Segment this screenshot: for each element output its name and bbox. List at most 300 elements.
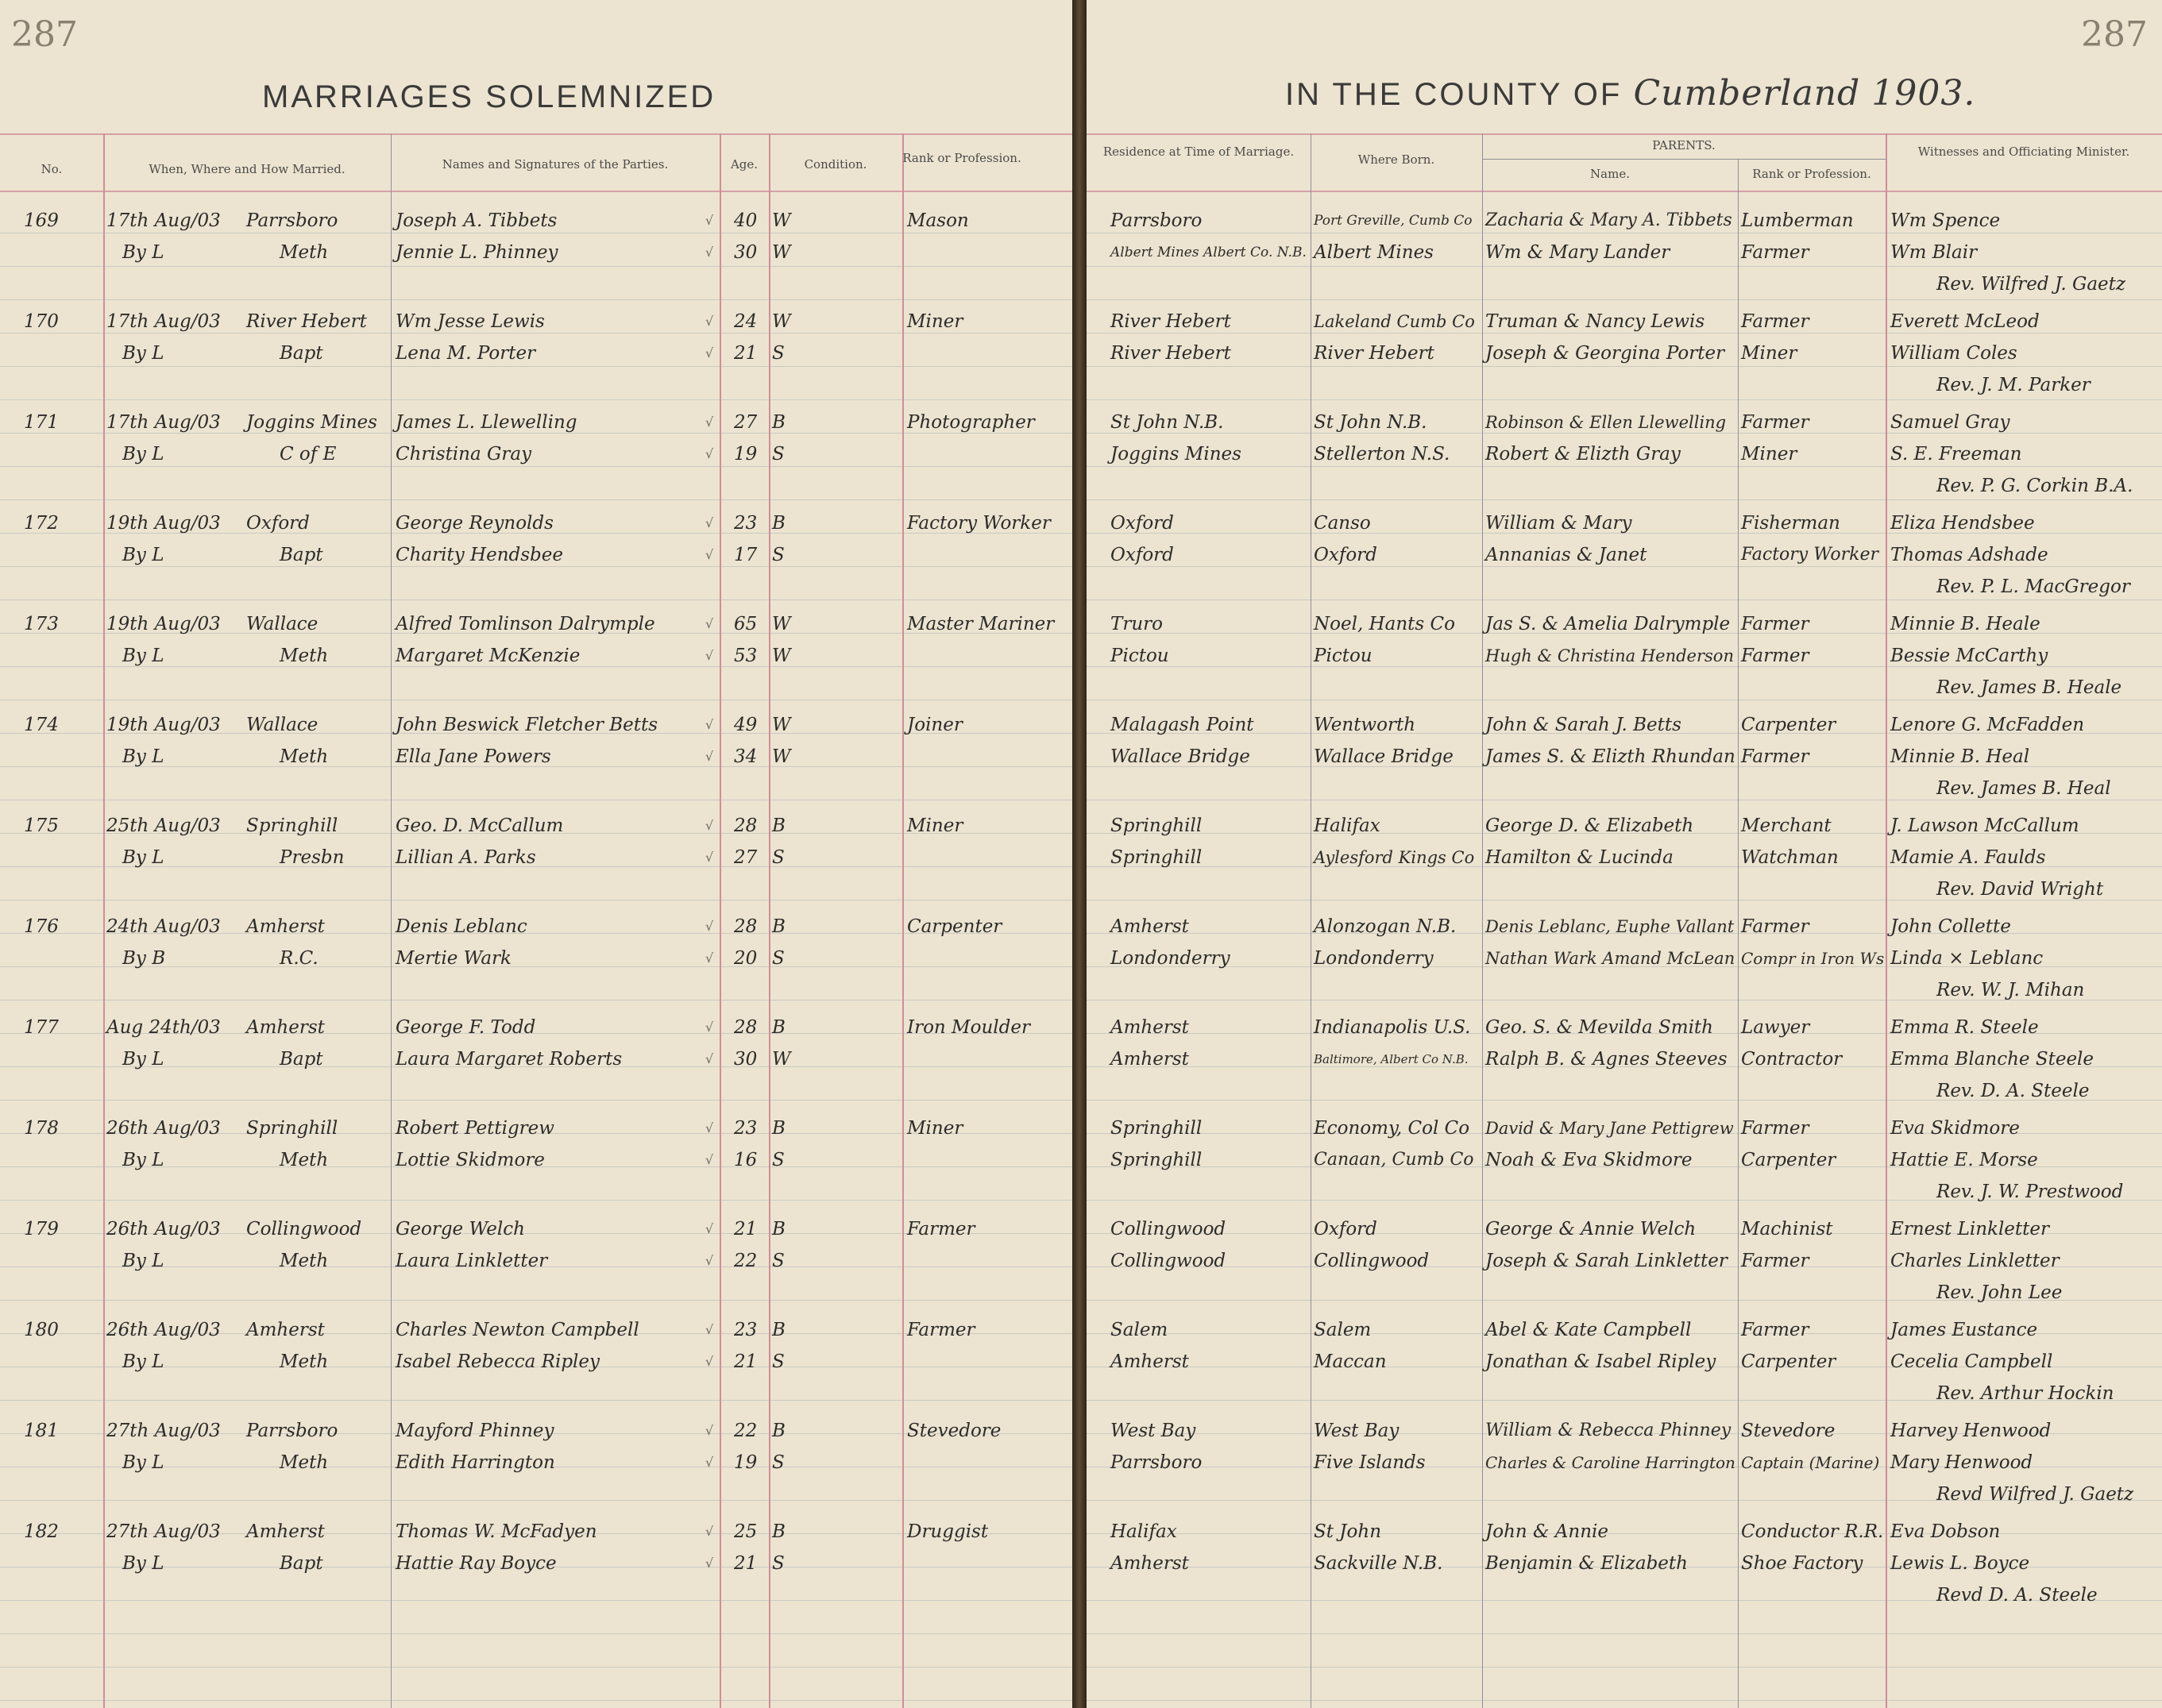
col-rank-header: Rank or Profession. — [902, 151, 1021, 165]
witness-1: Harvey Henwood — [1890, 1421, 2052, 1441]
groom-parents: Abel & Kate Campbell — [1485, 1320, 1692, 1340]
witness-1: Ernest Linkletter — [1890, 1219, 2050, 1240]
groom-condition: W — [772, 311, 791, 332]
bride-residence: Oxford — [1110, 545, 1174, 565]
bride-residence: Amherst — [1110, 1049, 1189, 1070]
officiating-minister: Rev. David Wright — [1936, 879, 2104, 900]
marriage-place: Wallace — [246, 715, 319, 735]
groom-profession: Master Mariner — [907, 614, 1055, 634]
bride-name: Hattie Ray Boyce — [396, 1553, 557, 1574]
check-mark: √ — [705, 850, 714, 865]
witness-1: Wm Spence — [1890, 210, 2001, 231]
bride-parents-rank: Factory Worker — [1741, 545, 1878, 565]
license-type: By L — [122, 1150, 164, 1170]
groom-age: 65 — [734, 614, 758, 634]
groom-residence: Springhill — [1110, 815, 1203, 836]
bride-condition: S — [772, 444, 785, 465]
check-mark: √ — [705, 345, 714, 360]
license-type: By L — [122, 545, 164, 565]
col-residence-header: Residence at Time of Marriage. — [1102, 145, 1295, 159]
check-mark: √ — [705, 515, 714, 530]
witness-2: Hattie E. Morse — [1890, 1150, 2038, 1170]
check-mark: √ — [705, 1556, 714, 1571]
groom-birthplace: Wentworth — [1314, 715, 1416, 735]
bride-birthplace: Maccan — [1314, 1351, 1387, 1372]
license-type: By L — [122, 1251, 164, 1271]
marriage-date: 26th Aug/03 — [106, 1320, 221, 1340]
groom-parents: William & Mary — [1485, 513, 1632, 534]
bride-age: 17 — [734, 545, 758, 565]
groom-birthplace: Lakeland Cumb Co — [1314, 312, 1475, 331]
bride-age: 20 — [734, 948, 758, 969]
bride-name: Charity Hendsbee — [396, 545, 563, 565]
witness-2: Charles Linkletter — [1890, 1251, 2060, 1271]
groom-profession: Miner — [907, 1118, 963, 1139]
bride-birthplace: Oxford — [1314, 545, 1377, 565]
bride-parents: Hamilton & Lucinda — [1485, 847, 1674, 868]
bride-parents-rank: Farmer — [1741, 646, 1809, 666]
check-mark: √ — [705, 1120, 714, 1135]
witness-2: Emma Blanche Steele — [1890, 1049, 2094, 1070]
bride-parents: Ralph B. & Agnes Steeves — [1485, 1049, 1728, 1070]
bride-parents: Annanias & Janet — [1485, 545, 1647, 565]
entry-number: 174 — [24, 715, 59, 735]
groom-name: George F. Todd — [396, 1017, 536, 1038]
check-mark: √ — [705, 1253, 714, 1268]
bride-condition: S — [772, 847, 785, 868]
groom-residence: River Hebert — [1110, 311, 1231, 332]
license-type: By L — [122, 242, 164, 263]
bride-name: Christina Gray — [396, 444, 532, 465]
groom-residence: Parrsboro — [1110, 210, 1203, 231]
groom-parents-rank: Farmer — [1741, 916, 1809, 937]
entry-number: 177 — [24, 1017, 59, 1038]
groom-residence: St John N.B. — [1110, 412, 1224, 433]
groom-condition: W — [772, 210, 791, 231]
groom-name: John Beswick Fletcher Betts — [396, 715, 658, 735]
groom-birthplace: Alonzogan N.B. — [1314, 916, 1457, 937]
groom-birthplace: Canso — [1314, 513, 1371, 534]
title-county: Cumberland — [1633, 73, 1861, 114]
entry-number: 182 — [24, 1521, 59, 1542]
bride-parents: Robert & Elizth Gray — [1485, 444, 1681, 465]
groom-parents: Zacharia & Mary A. Tibbets — [1485, 210, 1732, 230]
marriage-place: Parrsboro — [246, 210, 338, 231]
witness-2: William Coles — [1890, 343, 2017, 364]
groom-birthplace: St John N.B. — [1314, 412, 1427, 433]
groom-parents: David & Mary Jane Pettigrew — [1485, 1119, 1734, 1138]
groom-parents: Truman & Nancy Lewis — [1485, 311, 1705, 332]
groom-parents-rank: Lawyer — [1741, 1017, 1810, 1038]
groom-residence: West Bay — [1110, 1421, 1196, 1441]
bride-parents-rank: Farmer — [1741, 242, 1809, 263]
bride-parents-rank: Contractor — [1741, 1049, 1843, 1070]
marriage-place: Oxford — [246, 513, 310, 534]
witness-1: Minnie B. Heale — [1890, 614, 2040, 634]
groom-parents: Jas S. & Amelia Dalrymple — [1485, 614, 1731, 634]
bride-name: Margaret McKenzie — [396, 646, 581, 666]
groom-condition: B — [772, 513, 786, 534]
groom-name: Geo. D. McCallum — [396, 815, 564, 836]
bride-residence: Londonderry — [1110, 948, 1230, 969]
bride-age: 30 — [734, 1049, 758, 1070]
witness-1: Eliza Hendsbee — [1890, 513, 2035, 534]
marriage-date: 17th Aug/03 — [106, 210, 221, 231]
marriage-place: River Hebert — [246, 311, 367, 332]
marriage-place: Springhill — [246, 1118, 338, 1139]
marriage-place: Springhill — [246, 815, 338, 836]
groom-name: Charles Newton Campbell — [396, 1320, 639, 1340]
groom-parents-rank: Farmer — [1741, 614, 1809, 634]
officiating-minister: Rev. James B. Heale — [1936, 677, 2122, 698]
officiating-minister: Rev. D. A. Steele — [1936, 1081, 2090, 1101]
marriage-place: Amherst — [246, 916, 325, 937]
officiating-minister: Rev. J. W. Prestwood — [1936, 1182, 2124, 1202]
col-parents-rank-header: Rank or Profession. — [1752, 167, 1871, 181]
witness-2: Minnie B. Heal — [1890, 746, 2030, 767]
license-type: By L — [122, 1452, 164, 1473]
bride-age: 34 — [734, 746, 758, 767]
entry-number: 170 — [24, 311, 59, 332]
groom-profession: Miner — [907, 311, 963, 332]
marriage-place: Amherst — [246, 1017, 325, 1038]
col-parents-name-header: Name. — [1590, 167, 1630, 181]
witness-1: Samuel Gray — [1890, 412, 2010, 433]
groom-birthplace: Port Greville, Cumb Co — [1314, 213, 1473, 229]
bride-birthplace: Stellerton N.S. — [1314, 444, 1450, 465]
right-page — [1087, 0, 2162, 1708]
check-mark: √ — [705, 1423, 714, 1438]
bride-parents-rank: Captain (Marine) — [1741, 1453, 1880, 1472]
groom-residence: Amherst — [1110, 916, 1189, 937]
col-names-header: Names and Signatures of the Parties. — [442, 157, 669, 172]
bride-parents: Wm & Mary Lander — [1485, 242, 1670, 263]
groom-residence: Salem — [1110, 1320, 1168, 1340]
officiating-minister: Revd D. A. Steele — [1936, 1585, 2098, 1606]
col-condition-header: Condition. — [804, 157, 867, 172]
left-page-title: MARRIAGES SOLEMNIZED — [262, 79, 716, 114]
check-mark: √ — [705, 1354, 714, 1369]
bride-parents: Jonathan & Isabel Ripley — [1485, 1351, 1716, 1372]
bride-birthplace: Londonderry — [1314, 948, 1434, 969]
bride-residence: Parrsboro — [1110, 1452, 1203, 1473]
groom-profession: Mason — [907, 210, 969, 231]
bride-parents: Noah & Eva Skidmore — [1485, 1150, 1693, 1170]
marriage-date: 17th Aug/03 — [106, 412, 221, 433]
groom-profession: Carpenter — [907, 916, 1002, 937]
marriage-place: Wallace — [246, 614, 319, 634]
groom-condition: B — [772, 1320, 786, 1340]
groom-age: 28 — [734, 815, 758, 836]
groom-name: Denis Leblanc — [396, 916, 527, 937]
marriage-date: 27th Aug/03 — [106, 1521, 221, 1542]
check-mark: √ — [705, 245, 714, 260]
bride-age: 53 — [734, 646, 758, 666]
denomination: Bapt — [280, 545, 323, 565]
bride-residence: River Hebert — [1110, 343, 1231, 364]
witness-1: John Collette — [1890, 916, 2011, 937]
license-type: By B — [122, 948, 166, 969]
entry-number: 172 — [24, 513, 59, 534]
denomination: Meth — [280, 1150, 329, 1170]
denomination: Meth — [280, 1251, 329, 1271]
entry-number: 173 — [24, 614, 59, 634]
bride-name: Ella Jane Powers — [396, 746, 551, 767]
check-mark: √ — [705, 1322, 714, 1337]
bride-name: Isabel Rebecca Ripley — [396, 1351, 600, 1372]
bride-name: Jennie L. Phinney — [396, 242, 558, 263]
groom-age: 23 — [734, 1118, 758, 1139]
witness-2: Linda × Leblanc — [1890, 948, 2044, 969]
denomination: R.C. — [280, 948, 319, 969]
bride-condition: S — [772, 1251, 785, 1271]
entry-number: 176 — [24, 916, 59, 937]
bride-parents: Hugh & Christina Henderson — [1485, 646, 1734, 665]
bride-age: 21 — [734, 1553, 758, 1574]
license-type: By L — [122, 444, 164, 465]
marriage-date: 27th Aug/03 — [106, 1421, 221, 1441]
groom-profession: Miner — [907, 815, 963, 836]
groom-age: 27 — [734, 412, 758, 433]
entry-number: 180 — [24, 1320, 59, 1340]
bride-condition: W — [772, 746, 791, 767]
groom-condition: B — [772, 1017, 786, 1038]
left-page-number: 287 — [11, 14, 78, 55]
bride-name: Laura Linkletter — [396, 1251, 548, 1271]
denomination: Meth — [280, 1452, 329, 1473]
marriage-place: Joggins Mines — [246, 412, 377, 433]
witness-2: S. E. Freeman — [1890, 444, 2022, 465]
witness-1: Emma R. Steele — [1890, 1017, 2039, 1038]
groom-condition: B — [772, 916, 786, 937]
check-mark: √ — [705, 414, 714, 430]
license-type: By L — [122, 646, 164, 666]
bride-residence: Wallace Bridge — [1110, 746, 1250, 767]
check-mark: √ — [705, 314, 714, 329]
groom-profession: Stevedore — [907, 1421, 1002, 1441]
bride-parents: Joseph & Sarah Linkletter — [1485, 1251, 1728, 1271]
denomination: Meth — [280, 746, 329, 767]
groom-name: George Reynolds — [396, 513, 554, 534]
check-mark: √ — [705, 1524, 714, 1539]
bride-parents-rank: Carpenter — [1741, 1150, 1836, 1170]
title-print: IN THE COUNTY OF — [1285, 77, 1623, 112]
bride-age: 30 — [734, 242, 758, 263]
bride-residence: Joggins Mines — [1110, 444, 1241, 465]
marriage-date: 17th Aug/03 — [106, 311, 221, 332]
bride-name: Lillian A. Parks — [396, 847, 536, 868]
bride-condition: W — [772, 242, 791, 263]
bride-parents-rank: Farmer — [1741, 1251, 1809, 1271]
groom-residence: Collingwood — [1110, 1219, 1226, 1240]
check-mark: √ — [705, 818, 714, 833]
groom-age: 40 — [734, 210, 758, 231]
groom-parents: George & Annie Welch — [1485, 1219, 1697, 1240]
bride-condition: W — [772, 646, 791, 666]
groom-age: 25 — [734, 1521, 758, 1542]
groom-parents: Denis Leblanc, Euphe Vallant — [1485, 917, 1735, 936]
groom-birthplace: Economy, Col Co — [1314, 1118, 1470, 1139]
groom-profession: Farmer — [907, 1320, 975, 1340]
bride-parents-rank: Farmer — [1741, 746, 1809, 767]
officiating-minister: Rev. Arthur Hockin — [1936, 1383, 2114, 1404]
bride-birthplace: Wallace Bridge — [1314, 746, 1454, 767]
groom-condition: B — [772, 1421, 786, 1441]
bride-parents: Joseph & Georgina Porter — [1485, 343, 1725, 364]
witness-1: Everett McLeod — [1890, 311, 2040, 332]
groom-condition: W — [772, 614, 791, 634]
groom-parents-rank: Conductor R.R. — [1741, 1521, 1884, 1542]
bride-birthplace: Collingwood — [1314, 1251, 1430, 1271]
groom-profession: Photographer — [907, 412, 1035, 433]
groom-parents: Geo. S. & Mevilda Smith — [1485, 1017, 1713, 1038]
bride-parents-rank: Compr in Iron Ws — [1741, 949, 1885, 968]
entry-number: 171 — [24, 412, 59, 433]
bride-birthplace: Canaan, Cumb Co — [1314, 1150, 1474, 1170]
marriage-date: 24th Aug/03 — [106, 916, 221, 937]
groom-age: 22 — [734, 1421, 758, 1441]
groom-residence: Malagash Point — [1110, 715, 1254, 735]
groom-birthplace: Noel, Hants Co — [1314, 614, 1455, 634]
groom-parents-rank: Farmer — [1741, 1320, 1809, 1340]
groom-name: James L. Llewelling — [396, 412, 577, 433]
bride-parents-rank: Miner — [1741, 444, 1797, 465]
groom-profession: Druggist — [907, 1521, 989, 1542]
bride-parents: James S. & Elizth Rhundan — [1485, 746, 1735, 767]
groom-parents: William & Rebecca Phinney — [1485, 1421, 1732, 1440]
groom-parents-rank: Farmer — [1741, 412, 1809, 433]
marriage-date: Aug 24th/03 — [106, 1017, 221, 1038]
check-mark: √ — [705, 919, 714, 934]
bride-age: 21 — [734, 343, 758, 364]
groom-condition: B — [772, 815, 786, 836]
bride-birthplace: Albert Mines — [1314, 242, 1434, 263]
denomination: Presbn — [280, 847, 345, 868]
col-witnesses-header: Witnesses and Officiating Minister. — [1917, 145, 2130, 159]
marriage-date: 25th Aug/03 — [106, 815, 221, 836]
title-year: 1903. — [1871, 73, 1976, 114]
entry-number: 169 — [24, 210, 59, 231]
denomination: C of E — [280, 444, 337, 465]
witness-2: Wm Blair — [1890, 242, 1978, 263]
groom-name: Wm Jesse Lewis — [396, 311, 545, 332]
groom-profession: Iron Moulder — [907, 1017, 1030, 1038]
bride-condition: S — [772, 948, 785, 969]
entry-number: 175 — [24, 815, 59, 836]
groom-residence: Halifax — [1110, 1521, 1177, 1542]
bride-age: 16 — [734, 1150, 758, 1170]
entry-number: 178 — [24, 1118, 59, 1139]
license-type: By L — [122, 847, 164, 868]
officiating-minister: Rev. John Lee — [1936, 1282, 2063, 1303]
book-gutter — [1072, 0, 1087, 1708]
witness-2: Cecelia Campbell — [1890, 1351, 2053, 1372]
bride-condition: S — [772, 1452, 785, 1473]
col-when-where-header: When, Where and How Married. — [149, 162, 346, 176]
denomination: Meth — [280, 1351, 329, 1372]
marriage-date: 26th Aug/03 — [106, 1118, 221, 1139]
groom-condition: B — [772, 1219, 786, 1240]
groom-name: Alfred Tomlinson Dalrymple — [396, 614, 655, 634]
groom-parents-rank: Stevedore — [1741, 1421, 1836, 1441]
groom-residence: Amherst — [1110, 1017, 1189, 1038]
bride-birthplace: Baltimore, Albert Co N.B. — [1314, 1052, 1469, 1066]
bride-parents: Nathan Wark Amand McLean — [1485, 949, 1735, 968]
check-mark: √ — [705, 950, 714, 966]
witness-2: Mary Henwood — [1890, 1452, 2033, 1473]
denomination: Meth — [280, 242, 329, 263]
bride-parents: Benjamin & Elizabeth — [1485, 1553, 1688, 1574]
check-mark: √ — [705, 1221, 714, 1236]
bride-name: Edith Harrington — [396, 1452, 555, 1473]
license-type: By L — [122, 1553, 164, 1574]
groom-condition: W — [772, 715, 791, 735]
witness-1: Eva Dobson — [1890, 1521, 2001, 1542]
witness-2: Mamie A. Faulds — [1890, 847, 2046, 868]
right-page-title — [1285, 73, 1975, 114]
groom-name: George Welch — [396, 1219, 525, 1240]
groom-age: 28 — [734, 916, 758, 937]
check-mark: √ — [705, 616, 714, 631]
groom-name: Robert Pettigrew — [396, 1118, 554, 1139]
bride-age: 27 — [734, 847, 758, 868]
check-mark: √ — [705, 717, 714, 732]
groom-parents-rank: Lumberman — [1741, 210, 1854, 231]
witness-2: Lewis L. Boyce — [1890, 1553, 2030, 1574]
bride-age: 21 — [734, 1351, 758, 1372]
marriage-place: Collingwood — [246, 1219, 362, 1240]
groom-profession: Factory Worker — [907, 513, 1051, 534]
denomination: Meth — [280, 646, 329, 666]
bride-condition: S — [772, 343, 785, 364]
witness-2: Thomas Adshade — [1890, 545, 2048, 565]
bride-parents: Charles & Caroline Harrington — [1485, 1453, 1735, 1472]
check-mark: √ — [705, 1455, 714, 1470]
groom-residence: Oxford — [1110, 513, 1174, 534]
witness-2: Bessie McCarthy — [1890, 646, 2048, 666]
bride-residence: Amherst — [1110, 1351, 1189, 1372]
groom-residence: Truro — [1110, 614, 1163, 634]
license-type: By L — [122, 746, 164, 767]
marriage-place: Amherst — [246, 1320, 325, 1340]
officiating-minister: Rev. P. L. MacGregor — [1936, 576, 2130, 597]
bride-age: 22 — [734, 1251, 758, 1271]
groom-parents-rank: Merchant — [1741, 815, 1832, 836]
check-mark: √ — [705, 749, 714, 764]
marriage-date: 26th Aug/03 — [106, 1219, 221, 1240]
check-mark: √ — [705, 1051, 714, 1066]
groom-age: 21 — [734, 1219, 758, 1240]
check-mark: √ — [705, 648, 714, 663]
bride-parents-rank: Shoe Factory — [1741, 1553, 1863, 1574]
groom-condition: B — [772, 1118, 786, 1139]
officiating-minister: Rev. P. G. Corkin B.A. — [1936, 476, 2133, 496]
bride-condition: S — [772, 1351, 785, 1372]
bride-birthplace: Pictou — [1314, 646, 1372, 666]
bride-residence: Amherst — [1110, 1553, 1189, 1574]
groom-condition: B — [772, 1521, 786, 1542]
groom-profession: Joiner — [907, 715, 963, 735]
bride-residence: Springhill — [1110, 1150, 1203, 1170]
bride-birthplace: Five Islands — [1314, 1452, 1426, 1473]
parents-header: PARENTS. — [1652, 138, 1716, 152]
marriage-date: 19th Aug/03 — [106, 513, 221, 534]
bride-age: 19 — [734, 444, 758, 465]
bride-parents-rank: Miner — [1741, 343, 1797, 364]
witness-1: James Eustance — [1890, 1320, 2038, 1340]
groom-name: Mayford Phinney — [396, 1421, 554, 1441]
groom-age: 49 — [734, 715, 758, 735]
